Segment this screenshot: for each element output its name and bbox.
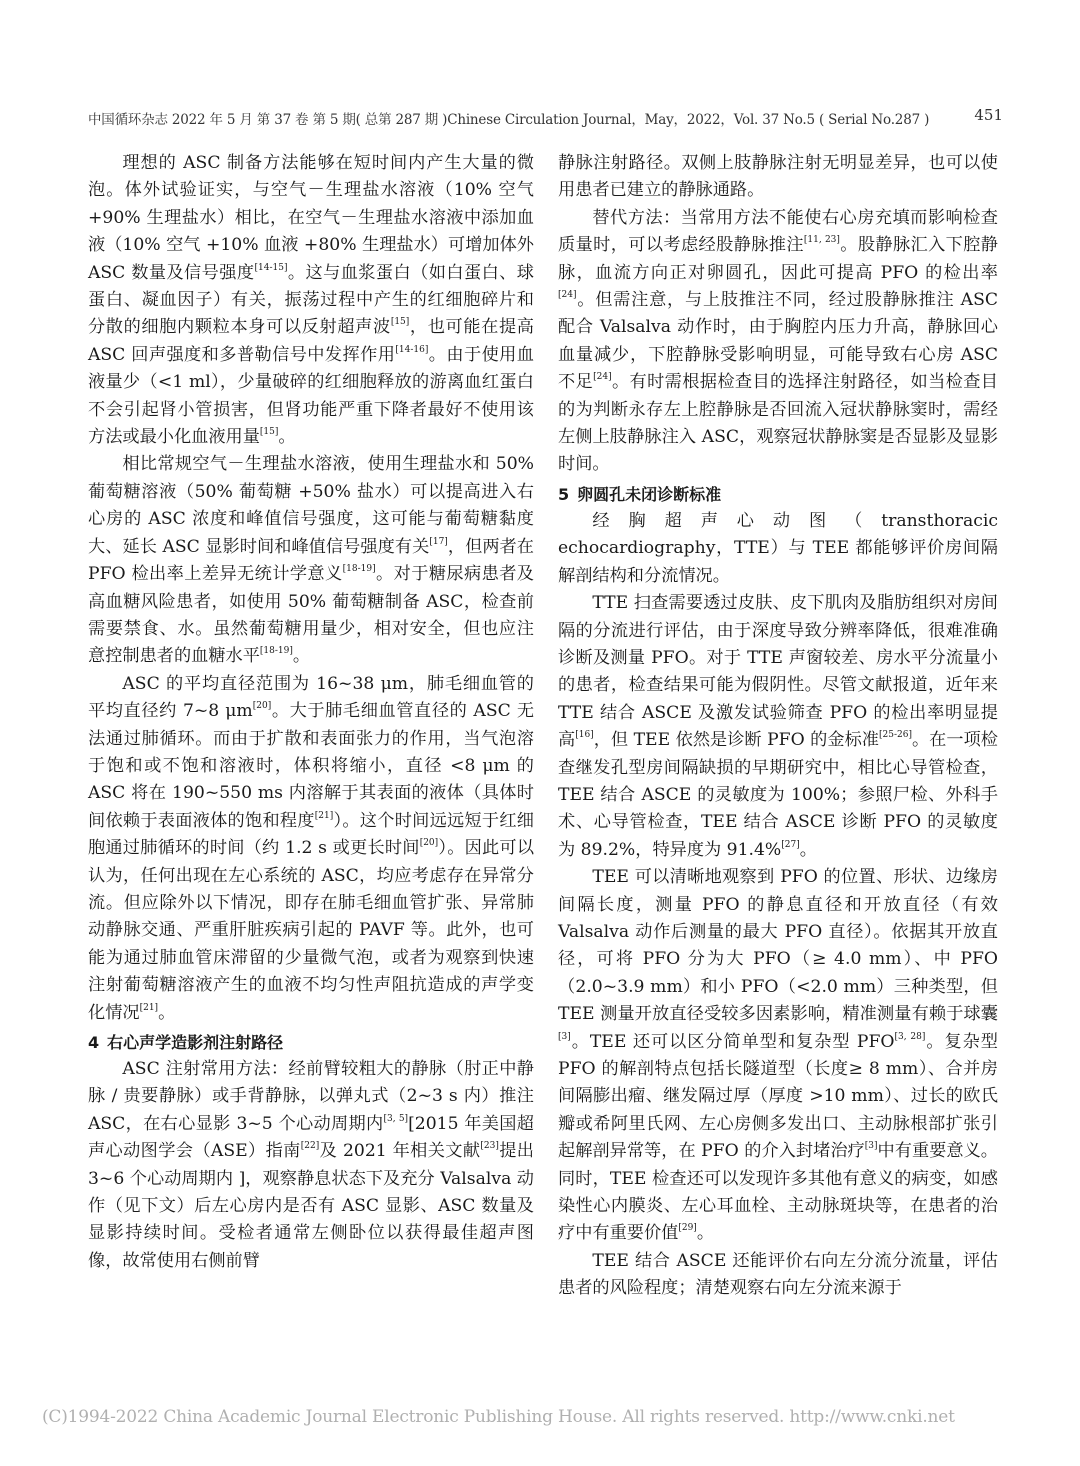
citation[interactable]: [16]	[575, 730, 594, 741]
paragraph-continued: 静脉注射路径。双侧上肢静脉注射无明显差异，也可以使用患者已建立的静脉通路。	[558, 153, 998, 201]
citation[interactable]: [24]	[593, 372, 612, 383]
citation[interactable]: [27]	[781, 839, 800, 850]
section-heading-4: 4 右心声学造影剂注射路径	[88, 1033, 284, 1052]
paragraph: TTE 扫查需要透过皮肤、皮下肌肉及脂肪组织对房间隔的分流进行评估，由于深度导致分辨率降低，很难准确诊断及测量 PFO。对于 TTE 声窗较差、房水平分流量小的患者，检查结果可能为假阴性。尽管文献报道，近年来 TTE 结合 ASCE 及激发试验筛查 PFO 的检出率明显提高[16]，但 TEE 依然是诊断 PFO 的金标准[25-26]。在一项检查继发孔型房间隔缺损的早期研究中，相比心导管检查，TEE 结合 ASCE 的灵敏度为 100%；参照尸检、外科手术、心导管检查，TEE 结合 ASCE 诊断 PFO 的灵敏度为 89.2%，特异度为 91.4%[27]。	[558, 593, 998, 860]
citation[interactable]: [17]	[429, 536, 448, 547]
citation[interactable]: [15]	[259, 427, 279, 438]
citation[interactable]: [23]	[480, 1141, 499, 1152]
citation[interactable]: [20]	[419, 838, 439, 849]
citation[interactable]: [18-19]	[342, 564, 376, 575]
citation[interactable]: [14-15]	[254, 262, 288, 273]
paragraph: 替代方法：当常用方法不能使右心房充填而影响检查质量时，可以考虑经股静脉推注[11, 23]。股静脉汇入下腔静脉，血流方向正对卵圆孔，因此可提高 PFO 的检出率[24]。但需注意，与上肢推注不同，经过股静脉推注 ASC 配合 Valsalva 动作时，由于胸腔内压力升高，静脉回心血量减少，下腔静脉受影响明显，可能导致右心房 ASC 不足[24]。有时需根据检查目的选择注射路径，如当检查目的为判断永存左上腔静脉是否回流入冠状静脉窦时，需经左侧上肢静脉注入 ASC，观察冠状静脉窦是否显影及显影时间。	[558, 207, 998, 475]
section-heading-5: 5 卵圆孔未闭诊断标准	[558, 484, 722, 504]
running-header	[88, 108, 1003, 132]
citation[interactable]: [22]	[300, 1141, 320, 1152]
citation[interactable]: [21]	[314, 810, 334, 821]
citation[interactable]: [3, 28]	[894, 1031, 926, 1042]
citation[interactable]: [29]	[678, 1223, 697, 1234]
paragraph: 相比常规空气－生理盐水溶液，使用生理盐水和 50% 葡萄糖溶液（50% 葡萄糖 +50% 盐水）可以提高进入右心房的 ASC 浓度和峰值信号强度，这可能与葡萄糖黏度大、延长 ASC 显影时间和峰值信号强度有关[17]，但两者在 PFO 检出率上差异无统计学意义[18-19]。对于糖尿病患者及高血糖风险患者，如使用 50% 葡萄糖制备 ASC，检查前需要禁食、水。虽然葡萄糖用量少，相对安全，但也应注意控制患者的血糖水平[18-19]。	[88, 454, 534, 667]
left-column	[88, 150, 534, 1275]
right-column	[558, 150, 998, 1303]
page-number: 451	[974, 106, 1003, 124]
citation[interactable]: [15]	[390, 317, 410, 328]
citation[interactable]: [24]	[558, 290, 577, 301]
citation[interactable]: [3]	[864, 1141, 878, 1152]
copyright-footer: (C)1994-2022 China Academic Journal Electronic Publishing House. All rights reserved. http://www.cnki.net	[42, 1407, 955, 1427]
journal-citation-line: 中国循环杂志 2022 年 5 月 第 37 卷 第 5 期( 总第 287 期 )Chinese Circulation Journal，May，2022，Vol. 37 No.5 ( Serial No.287 )	[88, 112, 930, 128]
citation[interactable]: [21]	[139, 1002, 159, 1013]
paragraph: TEE 结合 ASCE 还能评价右向左分流分流量，评估患者的风险程度；清楚观察右向左分流来源于	[558, 1250, 998, 1299]
paragraph: TEE 可以清晰地观察到 PFO 的位置、形状、边缘房间隔长度，测量 PFO 的静息直径和开放直径（有效 Valsalva 动作后测量的最大 PFO 直径）。依据其开放直径，可将 PFO 分为大 PFO（≥ 4.0 mm）、中 PFO（2.0~3.9 mm）和小 PFO（<2.0 mm）三种类型，但 TEE 测量开放直径受较多因素影响，精准测量有赖于球囊[3]。TEE 还可以区分简单型和复杂型 PFO[3, 28]。复杂型 PFO 的解剖特点包括长隧道型（长度≥ 8 mm）、合并房间隔膨出瘤、继发隔过厚（厚度 >10 mm）、过长的欧氏瓣或希阿里氏网、左心房侧多发出口、主动脉根部扩张引起解剖异常等，在 PFO 的介入封堵治疗[3]中有重要意义。同时，TEE 检查还可以发现许多其他有意义的病变，如感染性心内膜炎、左心耳血栓、主动脉斑块等，在患者的治疗中有重要价值[29]。	[558, 867, 998, 1244]
paragraph: ASC 注射常用方法：经前臂较粗大的静脉（肘正中静脉 / 贵要静脉）或手背静脉，以弹丸式（2~3 s 内）推注 ASC，在右心显影 3~5 个心动周期内[3, 5][2015 年美国超声心动图学会（ASE）指南[22]及 2021 年相关文献[23]提出 3~6 个心动周期内 ]，观察静息状态下及充分 Valsalva 动作（见下文）后左心房内是否有 ASC 显影、ASC 数量及显影持续时间。受检者通常左侧卧位以获得最佳超声图像，故常使用右侧前臂	[88, 1059, 534, 1271]
citation[interactable]: [25-26]	[878, 730, 912, 741]
citation[interactable]: [11, 23]	[803, 235, 840, 246]
citation[interactable]: [3, 5]	[383, 1113, 409, 1124]
citation[interactable]: [14-16]	[395, 344, 429, 355]
citation[interactable]: [20]	[252, 701, 272, 712]
paragraph: ASC 的平均直径范围为 16~38 μm，肺毛细血管的平均直径约 7~8 μm[20]。大于肺毛细血管直径的 ASC 无法通过肺循环。而由于扩散和表面张力的作用，当气泡溶于饱和或不饱和溶液时，体积将缩小，直径 <8 μm 的 ASC 将在 190~550 ms 内溶解于其表面的液体（具体时间依赖于表面液体的饱和程度[21]）。这个时间远远短于红细胞通过肺循环的时间（约 1.2 s 或更长时间[20]）。因此可以认为，任何出现在左心系统的 ASC，均应考虑存在异常分流。但应除外以下情况，即存在肺毛细血管扩张、异常肺动静脉交通、严重肝脏疾病引起的 PAVF 等。此外，也可能为通过肺血管床滞留的少量微气泡，或者为观察到快速注射葡萄糖溶液产生的血液不均匀性声阻抗造成的声学变化情况[21]。	[88, 673, 535, 1023]
paragraph: 经胸超声心动图（transthoracic echocardiography，TTE）与 TEE 都能够评价房间隔解剖结构和分流情况。	[558, 510, 998, 586]
citation[interactable]: [18-19]	[259, 646, 293, 657]
citation[interactable]: [3]	[558, 1031, 571, 1042]
paragraph: 理想的 ASC 制备方法能够在短时间内产生大量的微泡。体外试验证实，与空气－生理盐水溶液（10% 空气 +90% 生理盐水）相比，在空气－生理盐水溶液中添加血液（10% 空气 +10% 血液 +80% 生理盐水）可增加体外 ASC 数量及信号强度[14-15]。这与血浆蛋白（如白蛋白、球蛋白、凝血因子）有关，振荡过程中产生的红细胞碎片和分散的细胞内颗粒本身可以反射超声波[15]，也可能在提高 ASC 回声强度和多普勒信号中发挥作用[14-16]。由于使用血液量少（<1 ml），少量破碎的红细胞释放的游离血红蛋白不会引起肾小管损害，但肾功能严重下降者最好不使用该方法或最小化血液用量[15]。	[88, 153, 534, 448]
